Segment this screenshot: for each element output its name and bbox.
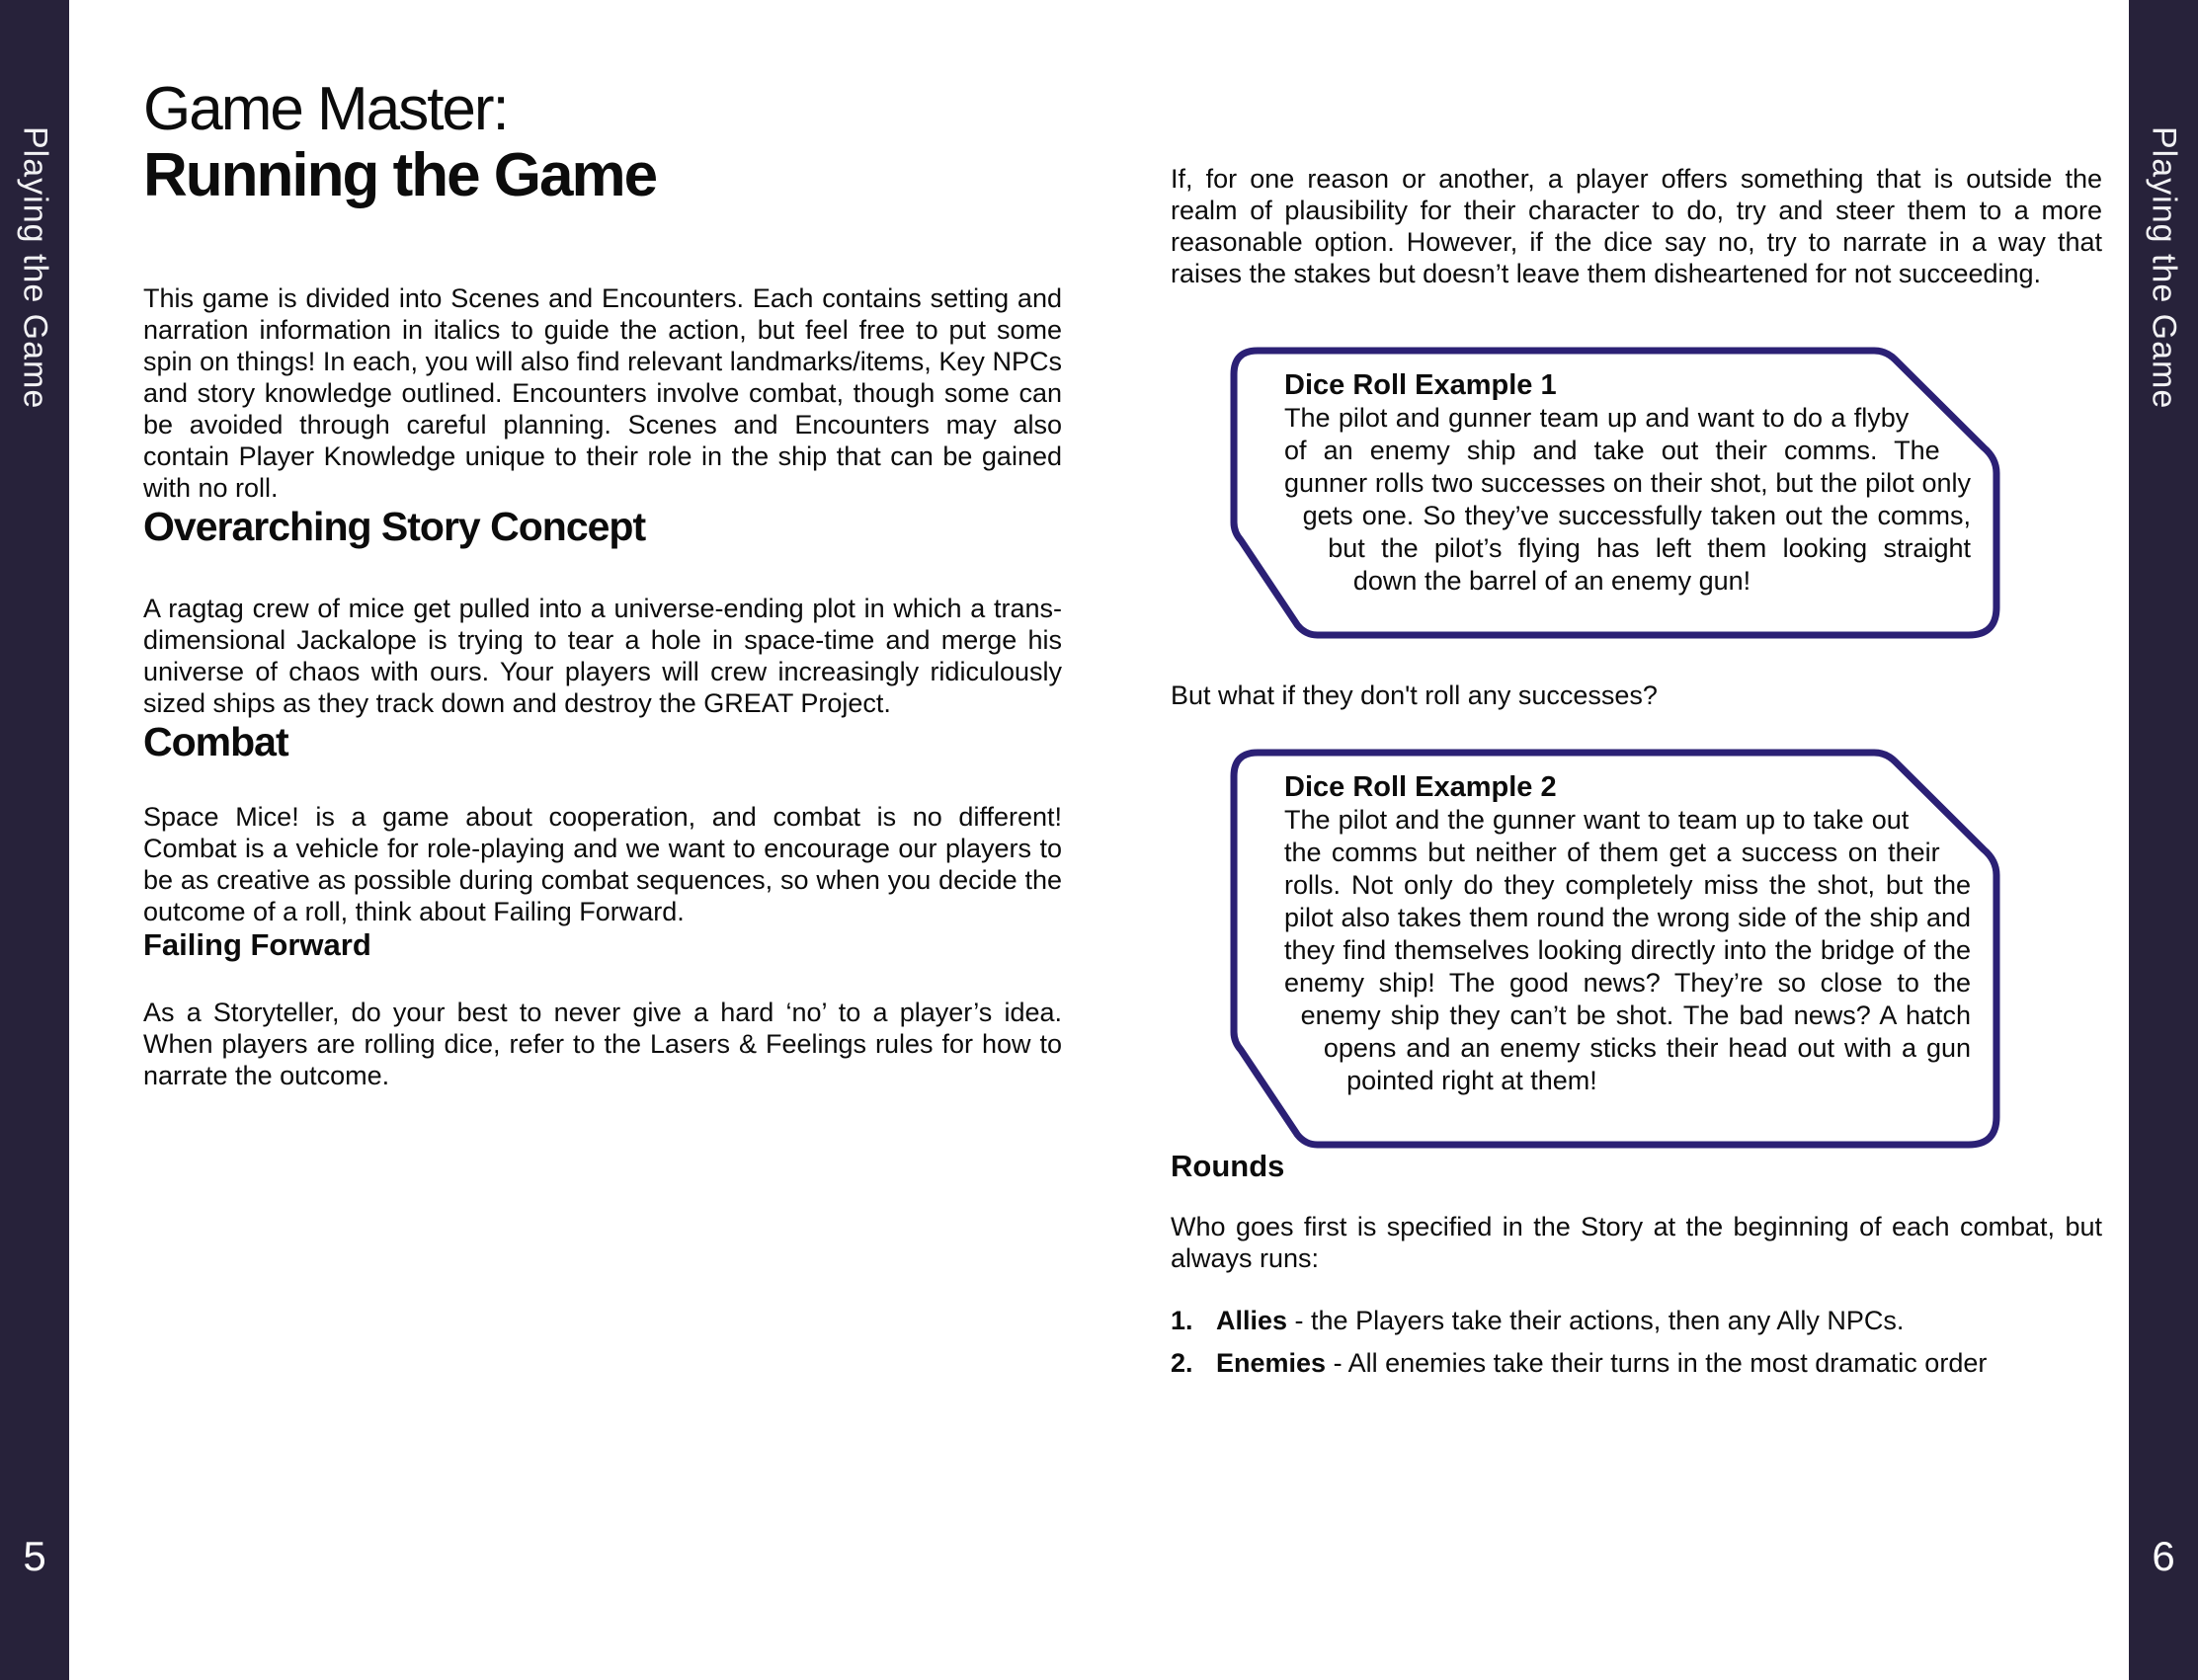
overarching-story-heading: Overarching Story Concept: [143, 504, 646, 549]
left-sidebar: [0, 0, 69, 1680]
list-item: [1171, 1347, 2102, 1379]
list-item-rest: - the Players take their actions, then any Ally NPCs.: [1287, 1306, 1905, 1335]
list-item-number: 2.: [1171, 1348, 1193, 1378]
list-item-term: Allies: [1216, 1306, 1288, 1335]
list-item-rest: - All enemies take their turns in the most dramatic order: [1326, 1348, 1988, 1378]
plausibility-paragraph: If, for one reason or another, a player offers something that is outside the realm of plausibility for their character to do, try and steer them to a more reasonable option. However, if the dice say no, try to narrate in a way that raises the stakes but doesn’t leave them disheartened for not succeeding.: [1171, 164, 2102, 288]
turn-order-list: [1171, 1305, 2102, 1379]
list-item-number: 1.: [1171, 1306, 1193, 1335]
list-item-text: [1216, 1305, 1904, 1336]
rounds-paragraph: Who goes first is specified in the Story at the beginning of each combat, but always runs:: [1171, 1212, 2102, 1273]
example-2-heading: Dice Roll Example 2: [1284, 771, 1557, 803]
rounds-heading: Rounds: [1171, 1149, 1285, 1183]
combat-heading: Combat: [143, 719, 288, 764]
overarching-story-paragraph: A ragtag crew of mice get pulled into a universe-ending plot in which a trans-dimensional Jackalope is trying to tear a hole in space-time and merge his universe of chaos with ours. Your players will crew increasingly ridiculously sized ships as they track down and destroy the GREAT Project.: [143, 594, 1062, 718]
left-page-number: 5: [23, 1533, 46, 1579]
right-page-number: 6: [2152, 1533, 2175, 1579]
failing-forward-paragraph: As a Storyteller, do your best to never give a hard ‘no’ to a player’s idea. When players are rolling dice, refer to the Lasers & Feelings rules for how to narrate the outcome.: [143, 998, 1062, 1090]
no-successes-question: But what if they don't roll any successes?: [1171, 680, 1658, 710]
list-item: [1171, 1305, 2102, 1336]
callout-content: [1230, 749, 2000, 1097]
right-sidebar: [2129, 0, 2198, 1680]
list-item-term: Enemies: [1216, 1348, 1327, 1378]
combat-paragraph: Space Mice! is a game about cooperation, and combat is no different! Combat is a vehicle for role-playing and we want to encourage our players to be as creative as possible during combat sequences, so when you decide the outcome of a roll, think about Failing Forward.: [143, 802, 1062, 926]
page-title: Running the Game: [143, 141, 657, 209]
left-chapter-label: Playing the Game: [16, 126, 54, 410]
list-item-text: [1216, 1347, 1987, 1379]
example-1-body: The pilot and gunner team up and want to do a flyby of an enemy ship and take out their comms. The gunner rolls two successes on their shot, but the pilot only gets one. So they’ve successfully taken out the comms, but the pilot’s flying has left them looking straight down the barrel of an enemy gun!: [1284, 403, 1971, 596]
example-2-body: The pilot and the gunner want to team up to take out the comms but neither of them get a success on their rolls. Not only do they completely miss the shot, but the pilot also takes them round the wrong side of the ship and they find themselves looking directly into the bridge of the enemy ship! The good news? They’re so close to the enemy ship they can’t be shot. The bad news? A hatch opens and an enemy sticks their head out with a gun pointed right at them!: [1284, 805, 1971, 1095]
dice-roll-example-1-callout: [1230, 347, 2000, 639]
example-1-heading: Dice Roll Example 1: [1284, 369, 1557, 401]
failing-forward-heading: Failing Forward: [143, 927, 371, 962]
page-title-kicker: Game Master:: [143, 75, 508, 143]
intro-paragraph: This game is divided into Scenes and Encounters. Each contains setting and narration information in italics to guide the action, but feel free to put some spin on things! In each, you will also find relevant landmarks/items, Key NPCs and story knowledge outlined. Encounters involve combat, though some can be avoided through careful planning. Scenes and Encounters may also contain Player Knowledge unique to their role in the ship that can be gained with no roll.: [143, 283, 1062, 503]
left-page: [143, 77, 1062, 1091]
dice-roll-example-2-callout: [1230, 749, 2000, 1149]
right-chapter-label: Playing the Game: [2145, 126, 2183, 410]
right-page: [1171, 163, 2102, 1390]
callout-content: [1230, 347, 2000, 598]
